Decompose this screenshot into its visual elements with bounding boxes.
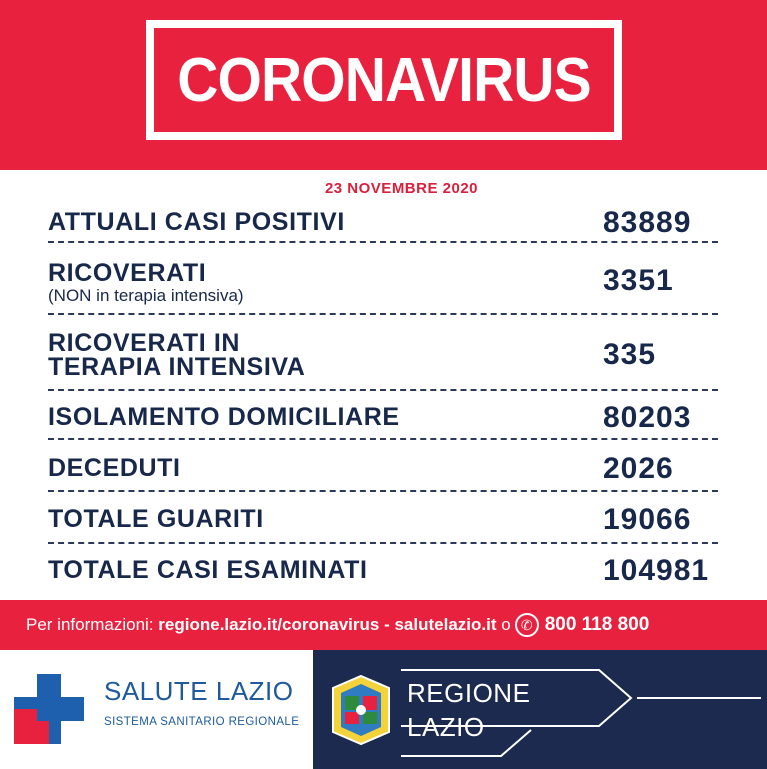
phone-icon: ✆	[515, 613, 539, 637]
stat-label: TOTALE CASI ESAMINATI	[48, 556, 368, 584]
stat-label: ATTUALI CASI POSITIVI	[48, 208, 345, 236]
stat-sublabel: (NON in terapia intensiva)	[48, 286, 244, 305]
row-divider	[48, 438, 718, 440]
page-title: CORONAVIRUS	[177, 45, 591, 115]
header-banner	[0, 0, 767, 170]
stat-row-isolamento	[48, 401, 716, 434]
stat-value: 19066	[603, 503, 692, 536]
salutelazio-link[interactable]: salutelazio.it	[394, 615, 497, 634]
title-frame	[146, 20, 622, 140]
row-divider	[48, 389, 718, 391]
info-prefix: Per informazioni:	[26, 615, 154, 634]
stat-row-ricoverati	[48, 258, 716, 308]
stat-value: 104981	[603, 554, 710, 587]
stat-row-deceduti	[48, 452, 716, 485]
stat-value: 83889	[603, 206, 692, 239]
info-conjunction: o	[496, 615, 511, 634]
stat-value: 3351	[603, 264, 674, 297]
stat-label: TOTALE GUARITI	[48, 505, 264, 533]
row-divider	[48, 241, 718, 243]
stat-label: ISOLAMENTO DOMICILIARE	[48, 403, 400, 431]
info-strip	[0, 600, 767, 650]
regione-title-line1: REGIONE	[407, 678, 531, 708]
regione-lazio-panel	[313, 650, 767, 769]
row-divider	[48, 542, 718, 544]
info-separator: -	[379, 615, 395, 634]
stat-label: DECEDUTI	[48, 454, 181, 482]
stat-row-casi-esaminati	[48, 554, 716, 587]
stat-label-line2: TERAPIA INTENSIVA	[48, 353, 306, 381]
stat-label: RICOVERATI	[48, 259, 207, 287]
regione-title-line2: LAZIO	[407, 712, 485, 742]
stat-row-positivi	[48, 206, 716, 239]
health-cross-icon	[14, 674, 84, 744]
stat-value: 335	[603, 338, 657, 371]
stat-row-terapia-intensiva	[48, 328, 716, 382]
stat-row-guariti	[48, 503, 716, 536]
stat-label-line1: RICOVERATI IN	[48, 329, 241, 357]
salute-lazio-subtitle: SISTEMA SANITARIO REGIONALE	[104, 716, 300, 728]
report-date: 23 NOVEMBRE 2020	[324, 180, 479, 197]
salute-lazio-title: SALUTE LAZIO	[104, 676, 294, 706]
row-divider	[48, 490, 718, 492]
stat-value: 2026	[603, 452, 674, 485]
phone-number[interactable]: 800 118 800	[544, 614, 650, 635]
regione-link[interactable]: regione.lazio.it/coronavirus	[158, 615, 380, 634]
stat-value: 80203	[603, 401, 692, 434]
salute-lazio-panel	[0, 650, 313, 769]
row-divider	[48, 313, 718, 315]
regione-emblem-icon	[329, 674, 393, 746]
